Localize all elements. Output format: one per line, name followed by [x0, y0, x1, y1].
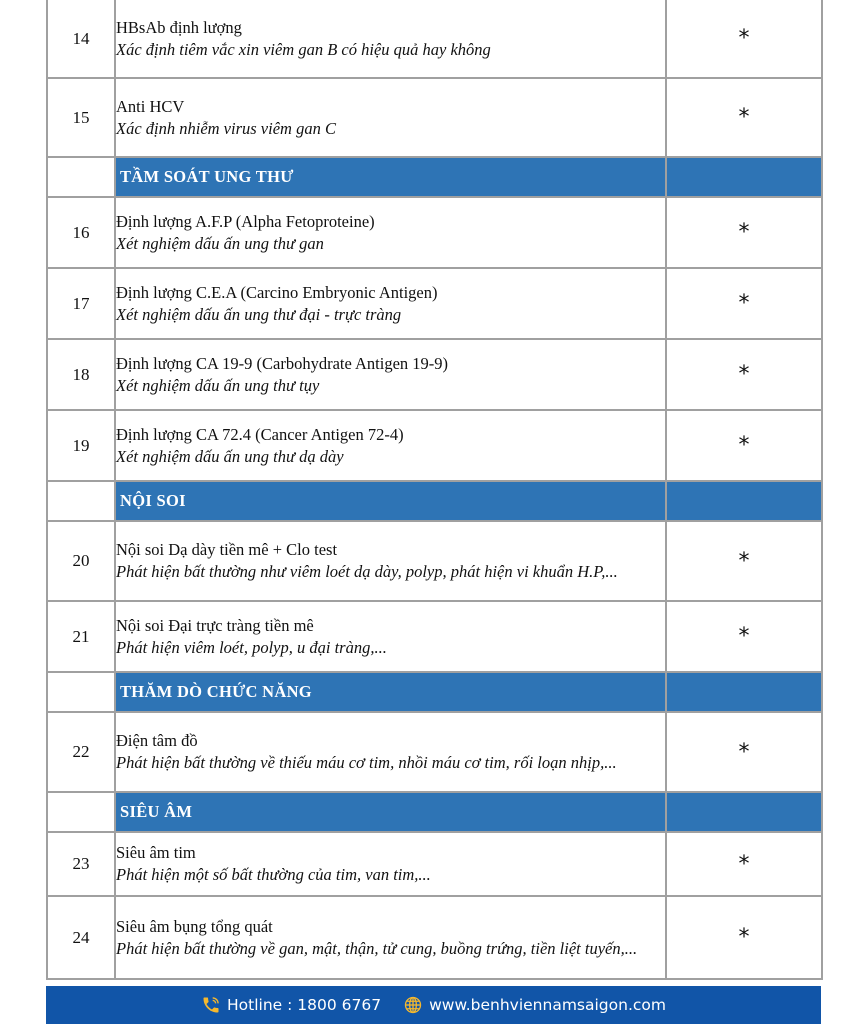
section-mark-cell: [666, 792, 822, 832]
table-row: [47, 339, 822, 410]
section-number-cell: [47, 481, 115, 521]
section-header-row: [47, 792, 822, 832]
row-number: 21: [47, 601, 115, 672]
service-cell: [115, 832, 666, 896]
included-mark: *: [666, 0, 822, 78]
included-mark: *: [666, 197, 822, 268]
included-mark: *: [666, 712, 822, 792]
included-mark: *: [666, 268, 822, 339]
section-number-cell: [47, 157, 115, 197]
service-cell: [115, 712, 666, 792]
table-row: [47, 0, 822, 78]
service-cell: [115, 339, 666, 410]
table-row: [47, 832, 822, 896]
service-description: Xác định nhiễm virus viêm gan C: [116, 118, 336, 138]
service-description: Xét nghiệm dấu ấn ung thư đại - trực tràng: [116, 304, 402, 324]
included-mark: *: [666, 832, 822, 896]
service-title: Định lượng A.F.P (Alpha Fetoproteine): [116, 211, 375, 231]
section-mark-cell: [666, 481, 822, 521]
section-title: TẦM SOÁT UNG THƯ: [115, 157, 666, 197]
included-mark: *: [666, 521, 822, 601]
row-number: 17: [47, 268, 115, 339]
included-mark: *: [666, 339, 822, 410]
table-row: [47, 521, 822, 601]
hotline-text: Hotline : 1800 6767: [227, 996, 382, 1014]
service-description: Phát hiện một số bất thường của tim, van tim,...: [116, 865, 431, 884]
service-cell: [115, 521, 666, 601]
section-mark-cell: [666, 157, 822, 197]
section-title: THĂM DÒ CHỨC NĂNG: [115, 672, 666, 712]
table-row: [47, 601, 822, 672]
service-cell: [115, 896, 666, 979]
service-description: Phát hiện viêm loét, polyp, u đại tràng,...: [116, 637, 387, 657]
row-number: 24: [47, 896, 115, 979]
row-number: 15: [47, 78, 115, 157]
service-title: Nội soi Đại trực tràng tiền mê: [116, 615, 314, 635]
row-number: 19: [47, 410, 115, 481]
table-row: [47, 896, 822, 979]
included-mark: *: [666, 601, 822, 672]
service-package-table: [46, 0, 823, 980]
row-number: 22: [47, 712, 115, 792]
phone-icon: [201, 995, 221, 1015]
section-mark-cell: [666, 672, 822, 712]
section-number-cell: [47, 792, 115, 832]
service-title: Nội soi Dạ dày tiền mê + Clo test: [116, 540, 338, 559]
table-row: [47, 712, 822, 792]
table-row: [47, 410, 822, 481]
service-title: Siêu âm bụng tổng quát: [116, 916, 273, 936]
section-header-row: [47, 481, 822, 521]
service-title: Định lượng CA 19-9 (Carbohydrate Antigen 19-9): [116, 353, 449, 373]
row-number: 16: [47, 197, 115, 268]
service-cell: [115, 601, 666, 672]
service-description: Phát hiện bất thường như viêm loét dạ dày, polyp, phát hiện vi khuẩn H.P,...: [116, 562, 618, 581]
row-number: 23: [47, 832, 115, 896]
service-title: Anti HCV: [116, 96, 185, 116]
service-title: Siêu âm tim: [116, 843, 196, 862]
included-mark: *: [666, 410, 822, 481]
table-row: [47, 78, 822, 157]
row-number: 18: [47, 339, 115, 410]
service-cell: [115, 78, 666, 157]
included-mark: *: [666, 78, 822, 157]
table-body: [47, 0, 822, 979]
website-link[interactable]: [403, 995, 666, 1015]
service-description: Phát hiện bất thường về thiếu máu cơ tim, nhồi máu cơ tim, rối loạn nhịp,...: [116, 753, 617, 772]
website-text: www.benhviennamsaigon.com: [429, 996, 666, 1014]
globe-icon: [403, 995, 423, 1015]
service-cell: [115, 0, 666, 78]
service-cell: [115, 268, 666, 339]
service-cell: [115, 197, 666, 268]
service-title: Điện tâm đồ: [116, 731, 198, 750]
service-description: Xét nghiệm dấu ấn ung thư tụy: [116, 375, 320, 395]
service-title: HBsAb định lượng: [116, 17, 242, 37]
section-number-cell: [47, 672, 115, 712]
table-row: [47, 268, 822, 339]
service-title: Định lượng C.E.A (Carcino Embryonic Antigen): [116, 282, 438, 302]
service-description: Xét nghiệm dấu ấn ung thư gan: [116, 233, 324, 253]
section-header-row: [47, 672, 822, 712]
section-title: SIÊU ÂM: [115, 792, 666, 832]
service-cell: [115, 410, 666, 481]
service-title: Định lượng CA 72.4 (Cancer Antigen 72-4): [116, 424, 404, 444]
service-description: Xác định tiêm vắc xin viêm gan B có hiệu quả hay không: [116, 39, 491, 59]
section-title: NỘI SOI: [115, 481, 666, 521]
row-number: 20: [47, 521, 115, 601]
service-description: Xét nghiệm dấu ấn ung thư dạ dày: [116, 446, 344, 466]
table-row: [47, 197, 822, 268]
row-number: 14: [47, 0, 115, 78]
hotline[interactable]: [201, 995, 381, 1015]
service-description: Phát hiện bất thường về gan, mật, thận, tử cung, buồng trứng, tiền liệt tuyến,...: [116, 938, 638, 958]
section-header-row: [47, 157, 822, 197]
included-mark: *: [666, 896, 822, 979]
footer-bar: [46, 986, 821, 1024]
